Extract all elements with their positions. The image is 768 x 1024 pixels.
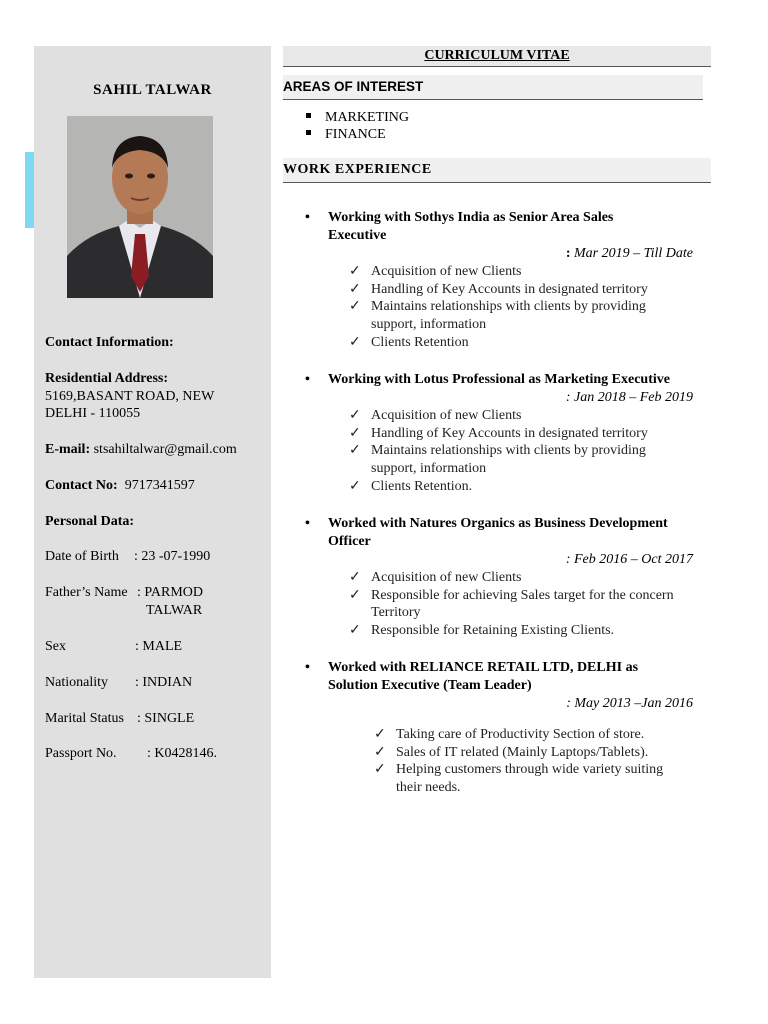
list-item: ✓ Acquisition of new Clients — [349, 264, 522, 279]
job-duties — [349, 407, 705, 496]
job-title: • Working with Sothys India as Senior Area Sales Executive — [305, 210, 614, 243]
passport-label: Passport No. — [45, 746, 117, 761]
email-row — [45, 441, 237, 459]
list-item: ✓ Maintains relationships with clients by providing support, information — [349, 299, 646, 333]
interest-item: MARKETING — [306, 109, 409, 126]
father-value: : PARMOD — [137, 585, 204, 600]
marital-value: : SINGLE — [137, 711, 195, 726]
job-duties — [349, 263, 705, 352]
nationality-value: : INDIAN — [135, 675, 193, 690]
address-label: Residential Address: — [45, 371, 169, 386]
contact-label: Contact No: — [45, 478, 118, 493]
job-title: • Worked with Natures Organics as Business Development Officer — [305, 516, 668, 549]
check-icon: ✓ — [349, 408, 361, 423]
list-item: ✓ Acquisition of new Clients — [349, 408, 522, 423]
nationality-label: Nationality — [45, 675, 108, 690]
contact-row — [45, 477, 195, 495]
passport-value: : K0428146. — [147, 746, 217, 761]
sidebar — [34, 46, 271, 978]
job-duties — [349, 569, 705, 640]
job-date: : Jan 2018 – Feb 2019 — [565, 390, 693, 405]
check-icon: ✓ — [374, 762, 386, 778]
job-date: : Feb 2016 – Oct 2017 — [565, 552, 693, 567]
list-item: ✓ Clients Retention. — [349, 478, 473, 494]
bullet-dot-icon: • — [305, 516, 310, 531]
list-item: ✓ Acquisition of new Clients — [349, 570, 522, 585]
contact-info-heading: Contact Information: — [45, 335, 174, 350]
check-icon: ✓ — [374, 744, 386, 760]
check-icon: ✓ — [349, 299, 361, 315]
contact-value: 9717341597 — [124, 478, 195, 493]
check-icon: ✓ — [349, 478, 361, 494]
email-value: stsahiltalwar@gmail.com — [93, 442, 237, 457]
list-item: ✓ Responsible for achieving Sales target for the concern Territory — [349, 587, 674, 621]
job-entry-3 — [305, 515, 705, 640]
list-item: ✓ Sales of IT related (Mainly Laptops/Tablets). — [374, 744, 649, 760]
list-item: ✓ Handling of Key Accounts in designated territory — [349, 281, 648, 297]
cv-title: CURRICULUM VITAE — [424, 48, 570, 63]
job-entry-4 — [305, 659, 705, 797]
list-item: ✓ Clients Retention — [349, 334, 469, 350]
job-date: : Mar 2019 – Till Date — [565, 246, 693, 261]
job-entry-2 — [305, 371, 705, 496]
marital-label: Marital Status — [45, 711, 124, 726]
dob-label: Date of Birth — [45, 549, 119, 564]
check-icon: ✓ — [349, 623, 361, 639]
cv-title-bar — [283, 46, 711, 67]
job-date: : May 2013 –Jan 2016 — [566, 696, 693, 711]
list-item: ✓ Taking care of Productivity Section of store. — [374, 727, 645, 742]
check-icon: ✓ — [349, 264, 361, 279]
job-title: • Worked with RELIANCE RETAIL LTD, DELHI as Solution Executive (Team Leader) — [305, 660, 639, 693]
father-label: Father’s Name — [45, 585, 128, 600]
list-item: ✓ Handling of Key Accounts in designated territory — [349, 425, 648, 441]
check-icon: ✓ — [349, 587, 361, 603]
sex-value: : MALE — [135, 639, 183, 654]
address-line2: DELHI - 110055 — [45, 406, 141, 421]
list-item: ✓ Maintains relationships with clients by providing support, information — [349, 443, 646, 477]
check-icon: ✓ — [349, 425, 361, 441]
candidate-name: SAHIL TALWAR — [93, 82, 212, 98]
personal-data-heading: Personal Data: — [45, 514, 135, 529]
list-item: ✓ Helping customers through wide variety suiting their needs. — [374, 762, 664, 796]
job-title: • Working with Lotus Professional as Marketing Executive — [305, 372, 670, 387]
square-bullet-icon — [306, 130, 311, 135]
work-experience-heading: WORK EXPERIENCE — [283, 158, 711, 183]
interest-item: FINANCE — [306, 126, 386, 143]
check-icon: ✓ — [349, 334, 361, 350]
address-line1: 5169,BASANT ROAD, NEW — [45, 389, 215, 404]
check-icon: ✓ — [349, 443, 361, 459]
square-bullet-icon — [306, 113, 311, 118]
job-entry-1 — [305, 209, 705, 352]
email-label: E-mail: — [45, 442, 91, 457]
sex-label: Sex — [45, 639, 66, 654]
bullet-dot-icon: • — [305, 210, 310, 225]
interest-heading: AREAS OF INTEREST — [283, 75, 703, 100]
list-item: ✓ Responsible for Retaining Existing Clients. — [349, 623, 615, 639]
bullet-dot-icon: • — [305, 372, 310, 387]
father-value-cont: TALWAR — [146, 603, 203, 618]
job-duties — [374, 726, 705, 797]
dob-value: : 23 -07-1990 — [134, 549, 211, 564]
bullet-dot-icon: • — [305, 660, 310, 675]
check-icon: ✓ — [374, 727, 386, 742]
check-icon: ✓ — [349, 281, 361, 297]
check-icon: ✓ — [349, 570, 361, 585]
profile-photo — [67, 116, 213, 298]
